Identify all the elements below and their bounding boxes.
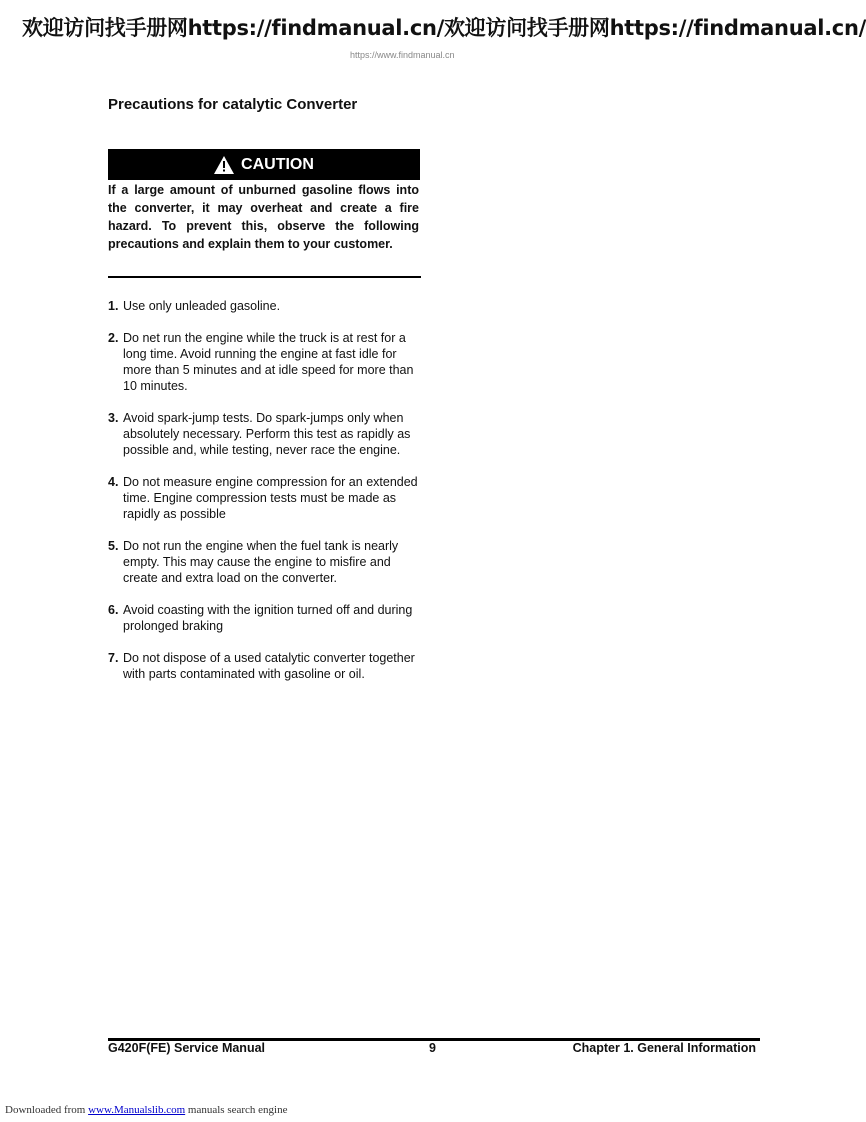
list-item — [108, 538, 428, 586]
item-number: 1. — [108, 299, 119, 313]
list-item — [108, 330, 428, 394]
precautions-list — [108, 298, 428, 698]
item-text: Do not measure engine compression for an extended time. Engine compression tests must be made as rapidly as possible — [123, 475, 418, 521]
list-item — [108, 602, 428, 634]
caution-text: If a large amount of unburned gasoline flows into the converter, it may overheat and create a fire hazard. To prevent this, observe the following precautions and explain them to your customer. — [108, 183, 419, 251]
item-text: Avoid coasting with the ignition turned off and during prolonged braking — [123, 603, 413, 633]
footer-manual-title: G420F(FE) Service Manual — [108, 1041, 266, 1055]
item-number: 3. — [108, 411, 119, 425]
item-number: 7. — [108, 651, 119, 665]
caution-label: CAUTION — [241, 155, 314, 173]
item-text: Avoid spark-jump tests. Do spark-jumps only when absolutely necessary. Perform this test as rapidly as possible and, while testing, never race the engine. — [123, 411, 411, 457]
item-text: Do not run the engine when the fuel tank is nearly empty. This may cause the engine to misfire and create and extra load on the converter. — [123, 539, 399, 585]
item-text: Use only unleaded gasoline. — [123, 299, 281, 313]
manualslib-link[interactable]: www.Manualslib.com — [88, 1104, 186, 1116]
list-item — [108, 650, 428, 682]
page-number: 9 — [429, 1041, 436, 1055]
item-number: 5. — [108, 539, 119, 553]
list-item — [108, 474, 428, 522]
caution-header — [108, 149, 420, 180]
watermark-banner: 欢迎访问找手册网https://findmanual.cn/欢迎访问找手册网https://findmanual.cn/ — [22, 16, 866, 40]
item-number: 6. — [108, 603, 119, 617]
item-number: 4. — [108, 475, 119, 489]
item-text: Do not dispose of a used catalytic converter together with parts contaminated with gasoline or oil. — [123, 651, 415, 681]
watermark-overlay: https://www.findmanual.cn — [350, 50, 455, 60]
download-suffix: manuals search engine — [185, 1104, 288, 1116]
download-prefix: Downloaded from — [5, 1104, 89, 1116]
list-item — [108, 298, 428, 314]
list-item — [108, 410, 428, 458]
footer-chapter: Chapter 1. General Information — [572, 1041, 756, 1055]
item-text: Do net run the engine while the truck is at rest for a long time. Avoid running the engine at fast idle for more than 5 minutes and at idle speed for more than 10 minutes. — [123, 331, 414, 393]
download-note — [5, 1104, 287, 1116]
warning-triangle-icon — [214, 156, 234, 174]
item-number: 2. — [108, 331, 119, 345]
caution-divider — [108, 276, 421, 278]
section-title: Precautions for catalytic Converter — [108, 96, 358, 113]
